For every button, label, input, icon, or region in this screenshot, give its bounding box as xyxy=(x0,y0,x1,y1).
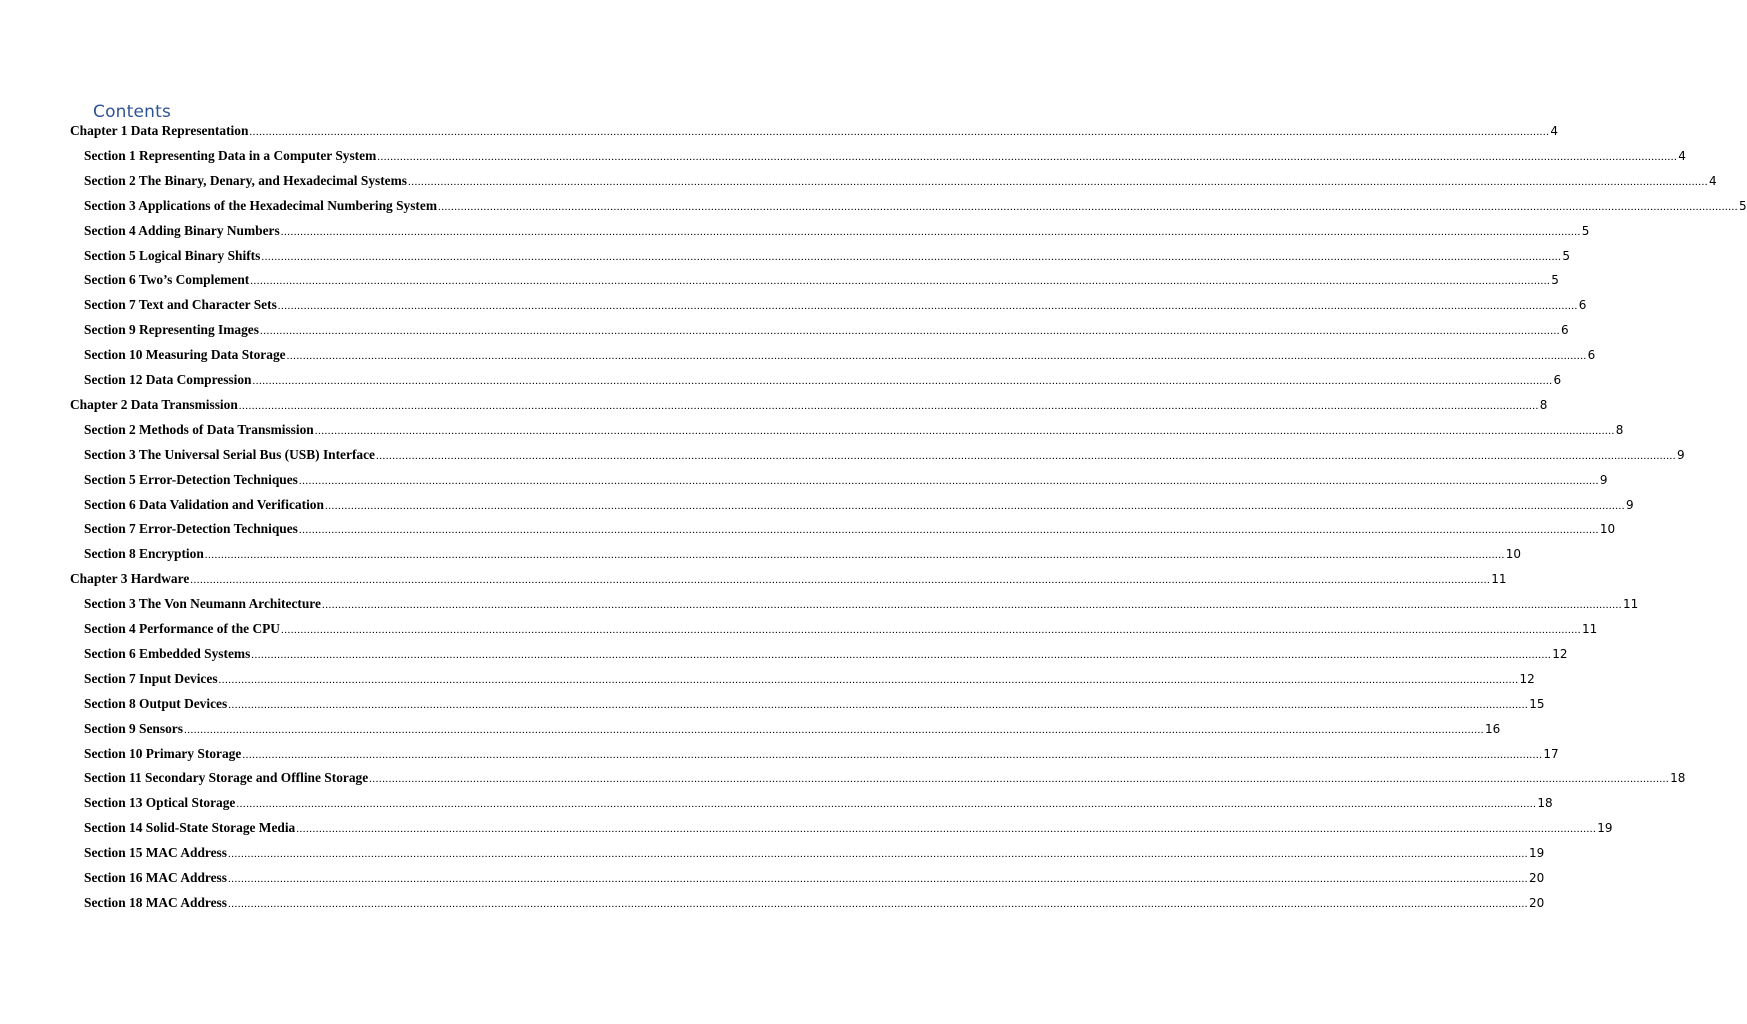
toc-section-entry[interactable] xyxy=(84,894,1545,915)
toc-entry-title: Section 6 Embedded Systems xyxy=(84,645,251,661)
toc-entry-title: Section 3 The Von Neumann Architecture xyxy=(84,596,321,612)
toc-page-number: 10 xyxy=(1599,522,1616,537)
toc-page-number: 16 xyxy=(1484,721,1501,736)
toc-page-number: 6 xyxy=(1587,348,1596,363)
toc-entry-title: Section 5 Logical Binary Shifts xyxy=(84,247,261,263)
toc-dot-leader: ................................................................................................................................................................................................................................................................................................................................................................................................................ xyxy=(236,798,1537,811)
toc-entry-title: Chapter 3 Hardware xyxy=(70,571,190,587)
toc-page-number: 5 xyxy=(1551,273,1559,288)
toc-section-entry[interactable] xyxy=(84,521,1616,541)
toc-dot-leader: ................................................................................................................................................................................................................................................................................................................................................................................................................ xyxy=(408,175,1708,188)
toc-page-number: 18 xyxy=(1537,796,1553,811)
toc-heading: Contents xyxy=(93,102,172,122)
toc-page-number: 15 xyxy=(1529,696,1545,711)
toc-section-entry[interactable] xyxy=(84,596,1639,616)
toc-page-number: 11 xyxy=(1491,572,1507,587)
toc-entry-title: Section 4 Adding Binary Numbers xyxy=(84,222,280,238)
toc-page-number: 17 xyxy=(1543,746,1559,761)
toc-page-number: 19 xyxy=(1597,821,1613,836)
toc-section-entry[interactable] xyxy=(84,645,1568,666)
toc-entry-title: Section 13 Optical Storage xyxy=(84,795,236,811)
toc-entry-title: Chapter 2 Data Transmission xyxy=(70,396,238,412)
toc-entry-title: Section 10 Primary Storage xyxy=(84,745,242,761)
toc-section-entry[interactable] xyxy=(84,496,1634,517)
toc-entry-title: Section 3 Applications of the Hexadecimal Numbering System xyxy=(84,197,437,213)
toc-section-entry[interactable] xyxy=(84,147,1686,168)
toc-section-entry[interactable] xyxy=(84,446,1685,467)
toc-entry-title: Section 2 The Binary, Denary, and Hexadecimal Systems xyxy=(84,172,407,188)
toc-dot-leader: ................................................................................................................................................................................................................................................................................................................................................................................................................ xyxy=(286,350,1587,363)
toc-page-number: 9 xyxy=(1625,497,1634,512)
toc-page-number: 5 xyxy=(1738,198,1747,213)
toc-section-entry[interactable] xyxy=(84,421,1624,442)
toc-entry-title: Section 3 The Universal Serial Bus (USB) Interface xyxy=(84,446,375,462)
toc-entry-title: Section 7 Text and Character Sets xyxy=(84,297,277,313)
toc-dot-leader: ................................................................................................................................................................................................................................................................................................................................................................................................................ xyxy=(249,126,1550,138)
toc-entry-title: Section 7 Error-Detection Techniques xyxy=(84,521,298,537)
toc-dot-leader: ................................................................................................................................................................................................................................................................................................................................................................................................................ xyxy=(227,848,1528,861)
toc-entry-title: Section 4 Performance of the CPU xyxy=(84,621,280,636)
toc-section-entry[interactable] xyxy=(84,197,1747,218)
toc-section-entry[interactable] xyxy=(84,820,1613,840)
toc-dot-leader: ................................................................................................................................................................................................................................................................................................................................................................................................................ xyxy=(227,873,1528,885)
toc-page-number: 11 xyxy=(1622,597,1639,612)
toc-entry-title: Section 12 Data Compression xyxy=(84,372,252,387)
toc-dot-leader: ................................................................................................................................................................................................................................................................................................................................................................................................................ xyxy=(183,723,1484,736)
toc-entry-title: Section 1 Representing Data in a Computer System xyxy=(84,147,377,163)
toc-section-entry[interactable] xyxy=(84,745,1559,766)
toc-page-number: 5 xyxy=(1581,223,1590,238)
toc-entry-title: Section 18 MAC Address xyxy=(84,894,227,910)
toc-dot-leader: ................................................................................................................................................................................................................................................................................................................................................................................................................ xyxy=(298,524,1599,537)
toc-page-number: 12 xyxy=(1552,646,1568,661)
toc-entry-title: Section 14 Solid-State Storage Media xyxy=(84,820,296,836)
toc-dot-leader: ................................................................................................................................................................................................................................................................................................................................................................................................................ xyxy=(227,897,1528,910)
toc-dot-leader: ................................................................................................................................................................................................................................................................................................................................................................................................................ xyxy=(377,150,1678,163)
toc-dot-leader: ................................................................................................................................................................................................................................................................................................................................................................................................................ xyxy=(324,499,1625,512)
toc-entry-title: Section 8 Output Devices xyxy=(84,695,228,711)
toc-section-entry[interactable] xyxy=(84,845,1545,865)
toc-page-number: 9 xyxy=(1599,472,1608,487)
toc-page-number: 19 xyxy=(1528,846,1545,861)
toc-dot-leader: ................................................................................................................................................................................................................................................................................................................................................................................................................ xyxy=(251,648,1552,661)
toc-dot-leader: ................................................................................................................................................................................................................................................................................................................................................................................................................ xyxy=(321,599,1622,612)
toc-page-number: 11 xyxy=(1581,622,1598,636)
toc-dot-leader: ................................................................................................................................................................................................................................................................................................................................................................................................................ xyxy=(314,424,1615,437)
toc-dot-leader: ................................................................................................................................................................................................................................................................................................................................................................................................................ xyxy=(218,673,1519,686)
toc-page-number: 6 xyxy=(1553,373,1562,387)
toc-page-number: 12 xyxy=(1519,671,1535,686)
toc-section-entry[interactable] xyxy=(84,297,1587,317)
toc-entry-title: Section 6 Two’s Complement xyxy=(84,272,250,288)
toc-dot-leader: ................................................................................................................................................................................................................................................................................................................................................................................................................ xyxy=(376,449,1676,462)
toc-dot-leader: ................................................................................................................................................................................................................................................................................................................................................................................................................ xyxy=(228,698,1529,711)
toc-dot-leader: ................................................................................................................................................................................................................................................................................................................................................................................................................ xyxy=(190,574,1491,587)
toc-page-number: 8 xyxy=(1539,397,1548,412)
toc-section-entry[interactable] xyxy=(84,670,1535,691)
toc-section-entry[interactable] xyxy=(84,322,1569,342)
toc-section-entry[interactable] xyxy=(84,795,1553,815)
toc-chapter-entry[interactable] xyxy=(70,396,1548,417)
toc-page-number: 4 xyxy=(1550,124,1559,138)
toc-dot-leader: ................................................................................................................................................................................................................................................................................................................................................................................................................ xyxy=(261,250,1562,263)
toc-section-entry[interactable] xyxy=(84,621,1598,641)
toc-page-number: 8 xyxy=(1615,422,1624,437)
toc-dot-leader: ................................................................................................................................................................................................................................................................................................................................................................................................................ xyxy=(296,823,1597,836)
toc-entry-title: Section 16 MAC Address xyxy=(84,870,227,885)
toc-dot-leader: ................................................................................................................................................................................................................................................................................................................................................................................................................ xyxy=(277,300,1578,313)
toc-entry-title: Chapter 1 Data Representation xyxy=(70,123,249,138)
toc-page-number: 20 xyxy=(1528,895,1545,910)
toc-section-entry[interactable] xyxy=(84,372,1562,392)
toc-entry-title: Section 9 Sensors xyxy=(84,720,183,736)
toc-chapter-entry[interactable] xyxy=(70,571,1507,591)
toc-page-number: 9 xyxy=(1677,447,1685,462)
toc-dot-leader: ................................................................................................................................................................................................................................................................................................................................................................................................................ xyxy=(250,275,1551,288)
toc-dot-leader: ................................................................................................................................................................................................................................................................................................................................................................................................................ xyxy=(298,474,1599,487)
toc-dot-leader: ................................................................................................................................................................................................................................................................................................................................................................................................................ xyxy=(242,748,1543,761)
toc-entry-title: Section 2 Methods of Data Transmission xyxy=(84,421,314,437)
toc-entry-title: Section 11 Secondary Storage and Offline Storage xyxy=(84,770,369,786)
toc-page-number: 10 xyxy=(1505,547,1522,562)
toc-dot-leader: ................................................................................................................................................................................................................................................................................................................................................................................................................ xyxy=(259,325,1560,338)
toc-dot-leader: ................................................................................................................................................................................................................................................................................................................................................................................................................ xyxy=(280,225,1581,238)
toc-entry-title: Section 9 Representing Images xyxy=(84,322,259,338)
toc-dot-leader: ................................................................................................................................................................................................................................................................................................................................................................................................................ xyxy=(280,624,1581,636)
toc-dot-leader: ................................................................................................................................................................................................................................................................................................................................................................................................................ xyxy=(437,200,1738,213)
toc-entry-title: Section 7 Input Devices xyxy=(84,670,218,686)
toc-page-number: 5 xyxy=(1562,248,1570,263)
toc-page-number: 6 xyxy=(1560,323,1569,338)
toc-section-entry[interactable] xyxy=(84,720,1501,741)
toc-dot-leader: ................................................................................................................................................................................................................................................................................................................................................................................................................ xyxy=(238,399,1539,412)
toc-section-entry[interactable] xyxy=(84,471,1608,492)
toc-chapter-entry[interactable] xyxy=(70,123,1559,143)
toc-section-entry[interactable] xyxy=(84,272,1559,292)
toc-page-number: 18 xyxy=(1670,771,1686,786)
toc-section-entry[interactable] xyxy=(84,870,1545,890)
toc-entry-title: Section 5 Error-Detection Techniques xyxy=(84,471,298,487)
toc-entry-title: Section 15 MAC Address xyxy=(84,845,227,861)
toc-page-number: 4 xyxy=(1678,148,1686,163)
toc-entry-title: Section 6 Data Validation and Verification xyxy=(84,496,324,512)
toc-dot-leader: ................................................................................................................................................................................................................................................................................................................................................................................................................ xyxy=(204,549,1505,562)
toc-dot-leader: ................................................................................................................................................................................................................................................................................................................................................................................................................ xyxy=(369,773,1670,786)
toc-page-number: 4 xyxy=(1709,173,1717,188)
toc-section-entry[interactable] xyxy=(84,347,1596,367)
toc-dot-leader: ................................................................................................................................................................................................................................................................................................................................................................................................................ xyxy=(252,375,1553,387)
toc-page-number: 20 xyxy=(1528,871,1545,885)
toc-page-number: 6 xyxy=(1578,298,1587,313)
toc-section-entry[interactable] xyxy=(84,247,1570,268)
toc-entry-title: Section 10 Measuring Data Storage xyxy=(84,347,286,363)
toc-section-entry[interactable] xyxy=(84,770,1686,790)
toc-section-entry[interactable] xyxy=(84,546,1522,566)
toc-section-entry[interactable] xyxy=(84,172,1717,193)
toc-entry-title: Section 8 Encryption xyxy=(84,546,204,562)
toc-section-entry[interactable] xyxy=(84,222,1590,243)
toc-section-entry[interactable] xyxy=(84,695,1545,716)
